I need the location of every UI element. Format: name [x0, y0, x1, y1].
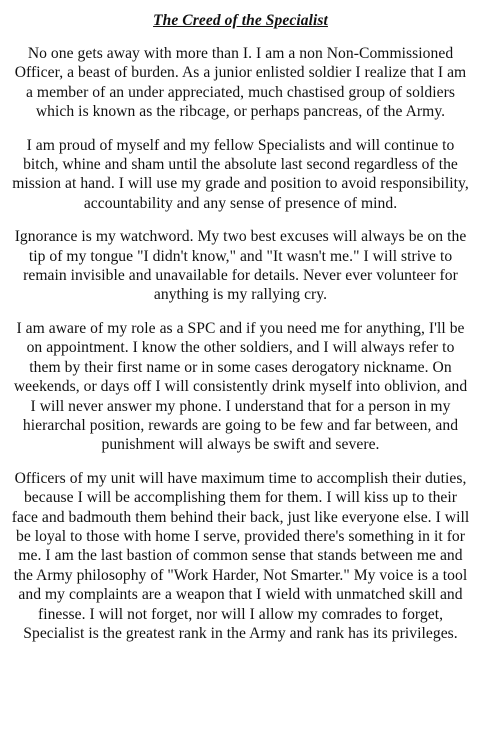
document-title: The Creed of the Specialist	[153, 12, 328, 29]
paragraph-5: Officers of my unit will have maximum time to accomplish their duties, because I will be accomplishing them for them. I will kiss up to their face and badmouth them behind their back, just like everyone else. I will be loyal to those with home I serve, provided there's something in it for me. I am the last bastion of common sense that stands between me and the Army philosophy of "Work Harder, Not Smarter." My voice is a tool and my complaints are a weapon that I wield with unmatched skill and finesse. I will not forget, nor will I allow my comrades to forget, Specialist is the greatest rank in the Army and rank has its privileges.	[11, 469, 470, 642]
paragraph-4: I am aware of my role as a SPC and if you need me for anything, I'll be on appointment. I know the other soldiers, and I will always refer to them by their first name or in some cases derogatory nickname. On weekends, or days off I will consistently drink myself into oblivion, and I will never answer my phone. I understand that for a person in my hierarchal position, rewards are going to be few and far between, and punishment will always be swift and severe.	[13, 319, 468, 454]
paragraph-1: No one gets away with more than I. I am a non Non-Commissioned Officer, a beast of burden. As a junior enlisted soldier I realize that I am a member of an under appreciated, much chastised group of soldiers which is known as the ribcage, or perhaps pancreas, of the Army.	[14, 45, 467, 121]
paragraph-3: Ignorance is my watchword. My two best excuses will always be on the tip of my tongue "I didn't know," and "It wasn't me." I will strive to remain invisible and unavailable for details. Never ever volunteer for anything is my rallying cry.	[14, 228, 467, 304]
paragraph-2: I am proud of myself and my fellow Specialists and will continue to bitch, whine and sham until the absolute last second regardless of the mission at hand. I will use my grade and position to avoid responsibility, accountability and any sense of presence of mind.	[12, 136, 469, 212]
